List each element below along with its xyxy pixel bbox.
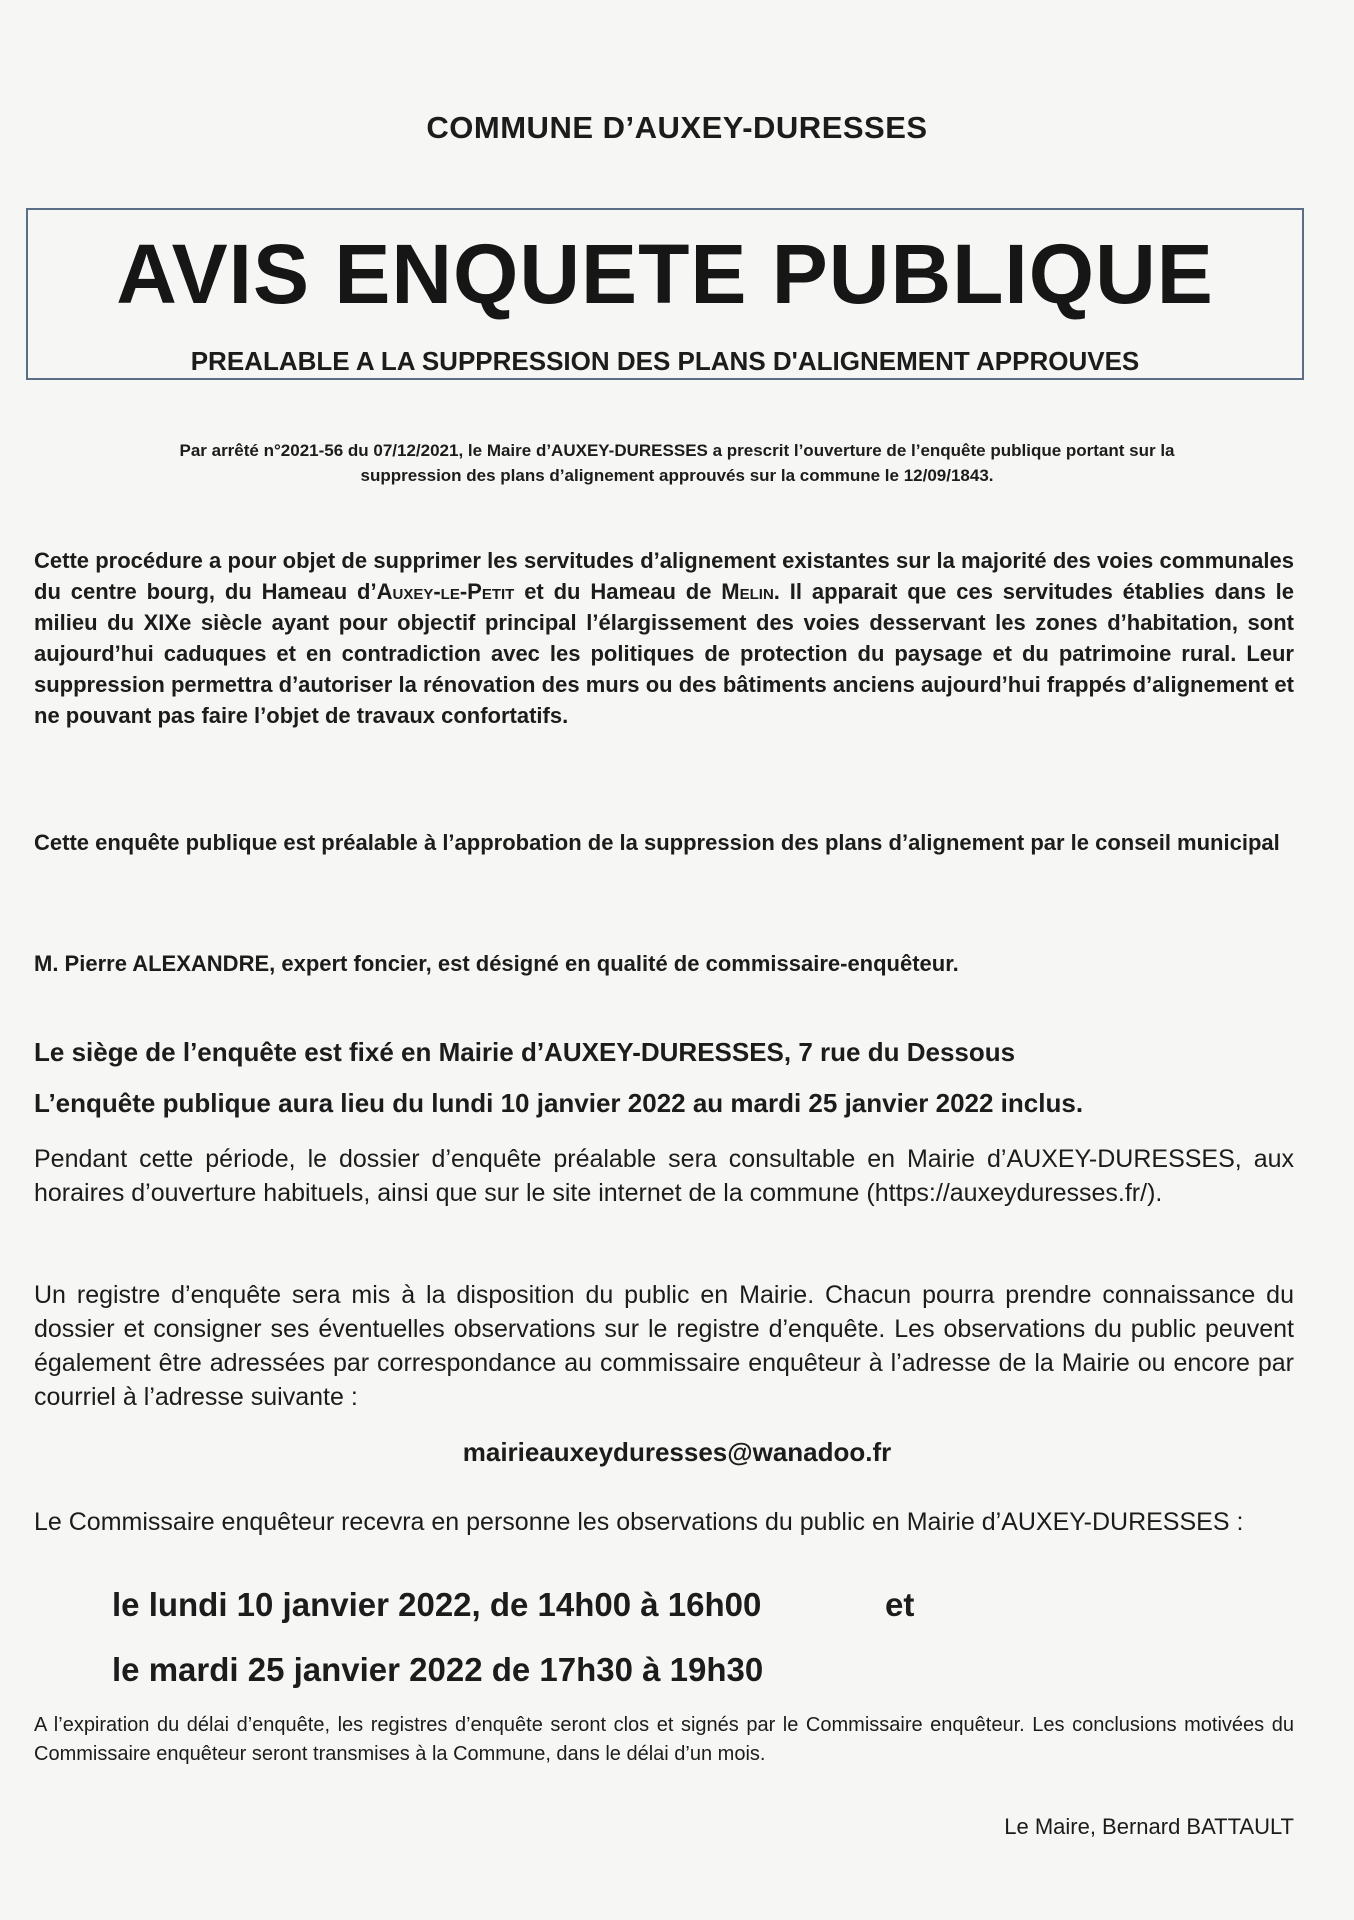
procedure-paragraph [34, 545, 1294, 731]
arrete-line-2: suppression des plans d’alignement approuvés sur la commune le 12/09/1843. [360, 466, 994, 485]
commissaire-paragraph: M. Pierre ALEXANDRE, expert foncier, est désigné en qualité de commissaire-enquêteur. [34, 951, 959, 976]
permanence-date-2: le mardi 25 janvier 2022 de 17h30 à 19h30 [112, 1651, 764, 1688]
hamlet-auxey-le-petit: Auxey-le-Petit [376, 579, 515, 604]
arrete-paragraph [60, 438, 1294, 488]
notice-subtitle: PREALABLE A LA SUPPRESSION DES PLANS D'ALIGNEMENT APPROUVES [190, 346, 1140, 376]
prealable-paragraph: Cette enquête publique est préalable à l’approbation de la suppression des plans d’alignement par le conseil municipal [34, 830, 1280, 855]
permanence-date-1 [112, 1585, 1212, 1625]
registre-paragraph: Un registre d’enquête sera mis à la disposition du public en Mairie. Chacun pourra prendre connaissance du dossier et consigner ses éventuelles observations sur le registre d’enquête. Les observations du public peuvent également être adressées par correspondance au commissaire enquêteur à l’adresse de la Mairie ou encore par courriel à l’adresse suivante : [34, 1281, 1294, 1411]
contact-email[interactable]: mairieauxeyduresses@wanadoo.fr [462, 1437, 892, 1467]
permanence-date-1-text: le lundi 10 janvier 2022, de 14h00 à 16h00 [112, 1586, 762, 1623]
arrete-line-1: Par arrêté n°2021-56 du 07/12/2021, le Maire d’AUXEY-DURESSES a prescrit l’ouverture de l’enquête publique portant sur la [179, 441, 1175, 460]
procedure-text-1: Cette procédure a pour objet de supprimer les servitudes d’alignement existantes sur la majorité des voies communales du centre bourg, du Hameau d’ [34, 548, 1294, 604]
procedure-text-3: . Il apparait que ces servitudes établies dans le milieu du XIXe siècle ayant pour objectif principal l’élargissement des voies desservant les zones d’habitation, sont aujourd’hui caduques et en contradiction avec les politiques de protection du paysage et du patrimoine rural. Leur suppression permettra d’autoriser la rénovation des murs ou des bâtiments anciens aujourd’hui frappés d’alignement et ne pouvant pas faire l’objet de travaux confortatifs. [34, 579, 1294, 728]
notice-title: AVIS ENQUETE PUBLIQUE [116, 227, 1214, 321]
procedure-text-2: et du Hameau de [514, 579, 722, 604]
closing-paragraph: A l’expiration du délai d’enquête, les registres d’enquête seront clos et signés par le Commissaire enquêteur. Les conclusions motivées du Commissaire enquêteur seront transmises à la Commune, dans le délai d’un mois. [34, 1714, 1294, 1765]
periode-line: L’enquête publique aura lieu du lundi 10 janvier 2022 au mardi 25 janvier 2022 inclus. [34, 1088, 1084, 1118]
permanences-intro: Le Commissaire enquêteur recevra en personne les observations du public en Mairie d’AUXEY-DURESSES : [34, 1508, 1244, 1536]
commune-name: COMMUNE D’AUXEY-DURESSES [426, 110, 928, 145]
title-box [26, 208, 1304, 380]
consultation-paragraph: Pendant cette période, le dossier d’enquête préalable sera consultable en Mairie d’AUXEY-DURESSES, aux horaires d’ouverture habituels, ainsi que sur le site internet de la commune (https://auxeyduresses.fr/). [34, 1145, 1294, 1207]
siege-line: Le siège de l’enquête est fixé en Mairie d’AUXEY-DURESSES, 7 rue du Dessous [34, 1037, 1016, 1067]
mayor-signature: Le Maire, Bernard BATTAULT [1004, 1814, 1294, 1839]
permanence-conjunction: et [885, 1586, 915, 1623]
hamlet-melin: Melin [721, 579, 774, 604]
